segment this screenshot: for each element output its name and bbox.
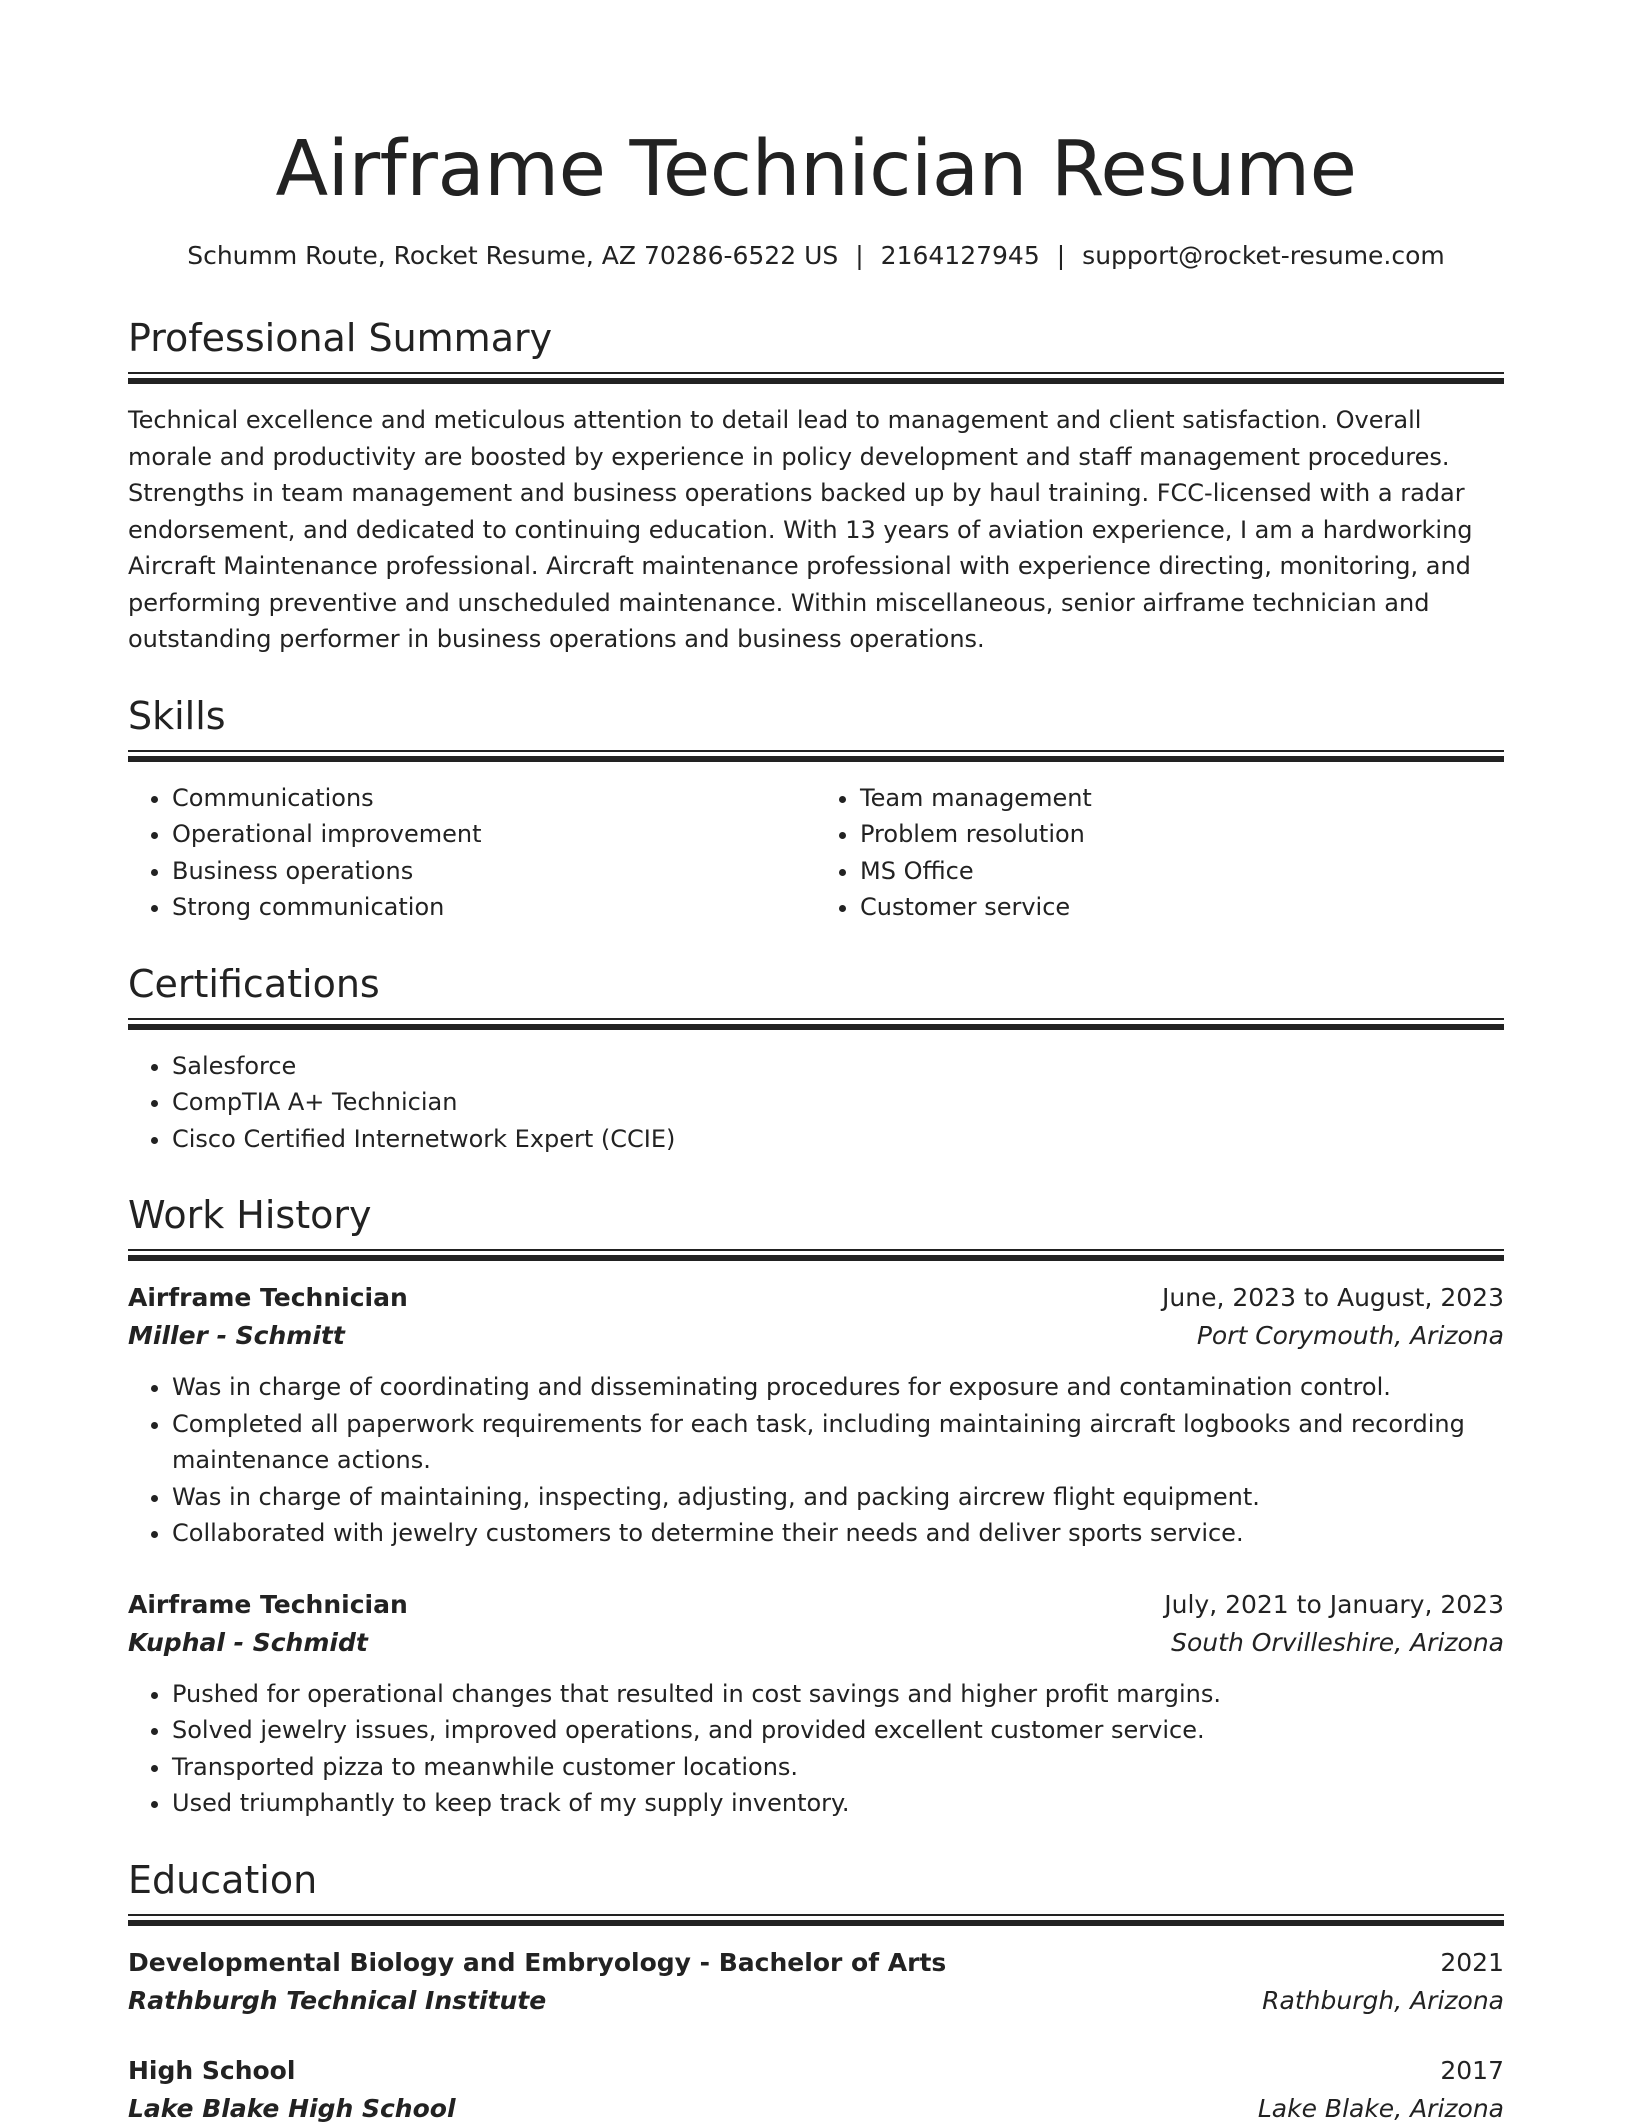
resume-title: Airframe Technician Resume bbox=[275, 125, 1357, 214]
education-degree: Developmental Biology and Embryology - Bachelor of Arts bbox=[128, 1947, 947, 1977]
job-bullet: • Completed all paperwork requirements for each task, including maintaining aircraft logbooks and recording maintenance actions. bbox=[172, 1406, 1504, 1479]
certification-item: • CompTIA A+ Technician bbox=[172, 1084, 1504, 1121]
job-bullet: • Used triumphantly to keep track of my supply inventory. bbox=[172, 1785, 1504, 1822]
job-company: Miller - Schmitt bbox=[128, 1321, 345, 1350]
skills-section bbox=[128, 692, 1504, 926]
contact-separator: | bbox=[1056, 241, 1066, 270]
job-company: Kuphal - Schmidt bbox=[128, 1627, 368, 1657]
education-entry bbox=[128, 1944, 1504, 2020]
section-divider bbox=[128, 750, 1504, 762]
section-divider bbox=[128, 1249, 1504, 1261]
certification-item: • Cisco Certified Internetwork Expert (CCIE) bbox=[172, 1121, 1504, 1158]
skill-item: • Problem resolution bbox=[860, 816, 1504, 853]
job-title: Airframe Technician bbox=[128, 1283, 408, 1312]
skill-item: • Operational improvement bbox=[172, 816, 816, 853]
job-entry bbox=[128, 1279, 1504, 1552]
skills-heading: Skills bbox=[128, 693, 226, 738]
certification-item: • Salesforce bbox=[172, 1048, 1504, 1085]
skills-list-left bbox=[128, 780, 816, 926]
education-school: Rathburgh Technical Institute bbox=[128, 1985, 547, 2015]
job-title-row bbox=[128, 1586, 1504, 1624]
education-school-row bbox=[128, 1982, 1504, 2020]
job-title-row bbox=[128, 1279, 1504, 1317]
job-bullets bbox=[128, 1369, 1504, 1552]
certifications-heading: Certifications bbox=[128, 961, 380, 1006]
education-entry bbox=[128, 2052, 1504, 2128]
contact-line bbox=[128, 240, 1504, 272]
skill-item: • Customer service bbox=[860, 889, 1504, 926]
work-section bbox=[128, 1191, 1504, 1822]
education-school: Lake Blake High School bbox=[128, 2093, 456, 2123]
job-bullet: • Collaborated with jewelry customers to determine their needs and deliver sports service. bbox=[172, 1515, 1504, 1552]
education-degree-row bbox=[128, 2052, 1504, 2090]
summary-heading: Professional Summary bbox=[128, 316, 553, 360]
skills-columns bbox=[128, 780, 1504, 926]
job-location: Port Corymouth, Arizona bbox=[1196, 1321, 1504, 1350]
summary-text: Technical excellence and meticulous attention to detail lead to management and client satisfaction. Overall morale and productivity are boosted by experience in policy development and staff management procedures. Strengths in team management and business operations backed up by haul training. FCC-licensed with a radar endorsement, and dedicated to continuing education. With 13 years of aviation experience, I am a hardworking Aircraft Maintenance professional. Aircraft maintenance professional with experience directing, monitoring, and performing preventive and unscheduled maintenance. Within miscellaneous, senior airframe technician and outstanding performer in business operations and business operations. bbox=[128, 406, 1473, 653]
job-company-row bbox=[128, 1624, 1504, 1662]
job-bullet: • Transported pizza to meanwhile customer locations. bbox=[172, 1749, 1504, 1786]
job-dates: June, 2023 to August, 2023 bbox=[1162, 1283, 1504, 1312]
contact-phone: 2164127945 bbox=[880, 241, 1040, 270]
job-bullet: • Was in charge of maintaining, inspecting, adjusting, and packing aircrew flight equipment. bbox=[172, 1479, 1504, 1516]
education-school-row bbox=[128, 2090, 1504, 2128]
skill-item: • Business operations bbox=[172, 853, 816, 890]
job-bullet: • Solved jewelry issues, improved operations, and provided excellent customer service. bbox=[172, 1712, 1504, 1749]
education-degree-row bbox=[128, 1944, 1504, 1982]
education-location: Lake Blake, Arizona bbox=[1257, 2093, 1504, 2123]
skills-list-right bbox=[816, 780, 1504, 926]
job-bullet: • Pushed for operational changes that resulted in cost savings and higher profit margins. bbox=[172, 1676, 1504, 1713]
education-section bbox=[128, 1856, 1504, 2128]
skill-item: • Team management bbox=[860, 780, 1504, 817]
job-dates: July, 2021 to January, 2023 bbox=[1164, 1589, 1504, 1619]
job-bullet: • Was in charge of coordinating and disseminating procedures for exposure and contamination control. bbox=[172, 1369, 1504, 1406]
job-company-row bbox=[128, 1317, 1504, 1355]
contact-separator: | bbox=[855, 241, 864, 270]
job-title: Airframe Technician bbox=[128, 1589, 408, 1619]
certifications-section bbox=[128, 960, 1504, 1158]
summary-section bbox=[128, 314, 1504, 658]
job-bullets bbox=[128, 1676, 1504, 1822]
education-year: 2017 bbox=[1440, 2055, 1504, 2085]
contact-email[interactable]: support@rocket-resume.com bbox=[1082, 241, 1445, 270]
job-location: South Orvilleshire, Arizona bbox=[1171, 1627, 1504, 1657]
education-year: 2021 bbox=[1440, 1947, 1504, 1977]
skill-item: • Communications bbox=[172, 780, 816, 817]
education-location: Rathburgh, Arizona bbox=[1262, 1985, 1504, 2015]
work-heading: Work History bbox=[128, 1193, 372, 1237]
certifications-list bbox=[128, 1048, 1504, 1158]
section-divider bbox=[128, 372, 1504, 384]
job-entry bbox=[128, 1586, 1504, 1822]
contact-address: Schumm Route, Rocket Resume, AZ 70286-6522 US bbox=[187, 241, 839, 270]
education-degree: High School bbox=[128, 2055, 296, 2085]
section-divider bbox=[128, 1018, 1504, 1030]
skill-item: • Strong communication bbox=[172, 889, 816, 926]
section-divider bbox=[128, 1914, 1504, 1926]
skill-item: • MS Office bbox=[860, 853, 1504, 890]
education-heading: Education bbox=[128, 1857, 318, 1902]
